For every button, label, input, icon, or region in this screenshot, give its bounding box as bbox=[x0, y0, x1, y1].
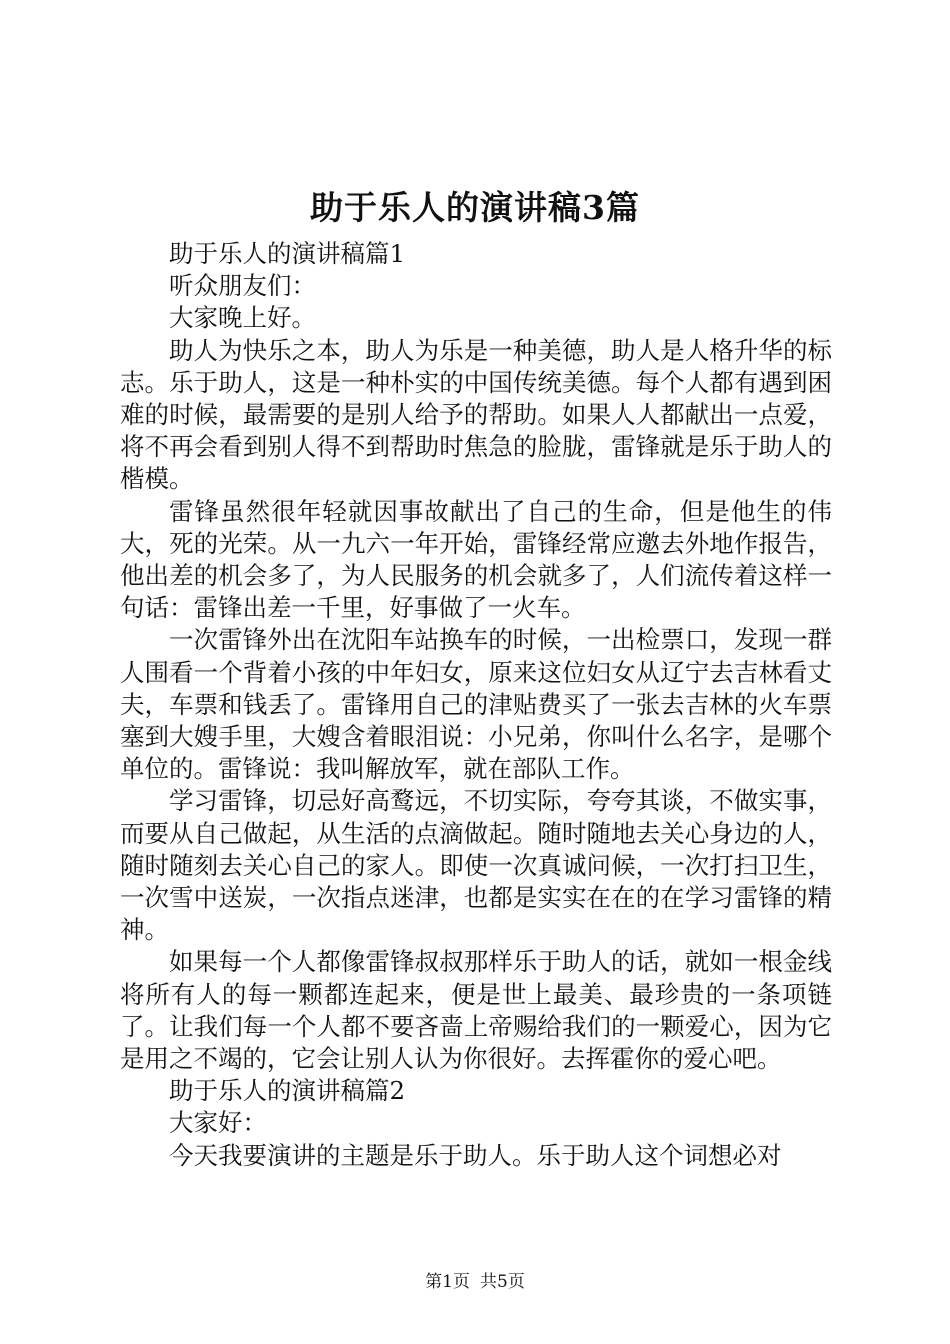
body-paragraph: 助人为快乐之本，助人为乐是一种美德，助人是人格升华的标志。乐于助人，这是一种朴实的中国传统美德。每个人都有遇到困难的时候，最需要的是别人给予的帮助。如果人人都献出一点爱，将不再会看到别人得不到帮助时焦急的脸胧，雷锋就是乐于助人的楷模。 bbox=[120, 335, 832, 494]
page-number: 第1页 bbox=[425, 1272, 470, 1292]
body-paragraph: 学习雷锋，切忌好高鹜远，不切实际，夸夸其谈，不做实事，而要从自己做起，从生活的点滴做起。随时随地去关心身边的人，随时随刻去关心自己的家人。即使一次真诚问候，一次打扫卫生，一次雪中送炭，一次指点迷津，也都是实实在在的在学习雷锋的精神。 bbox=[120, 786, 832, 945]
body-paragraph: 雷锋虽然很年轻就因事故献出了自己的生命，但是他生的伟大，死的光荣。从一九六一年开始，雷锋经常应邀去外地作报告，他出差的机会多了，为人民服务的机会就多了，人们流传着这样一句话：雷锋出差一千里，好事做了一火车。 bbox=[120, 496, 832, 623]
body-paragraph: 一次雷锋外出在沈阳车站换车的时候，一出检票口，发现一群人围看一个背着小孩的中年妇女，原来这位妇女从辽宁去吉林看丈夫，车票和钱丢了。雷锋用自己的津贴费买了一张去吉林的火车票塞到大嫂手里，大嫂含着眼泪说：小兄弟，你叫什么名字，是哪个单位的。雷锋说：我叫解放军，就在部队工作。 bbox=[120, 625, 832, 784]
page-total: 共5页 bbox=[480, 1272, 525, 1292]
body-paragraph: 今天我要演讲的主题是乐于助人。乐于助人这个词想必对 bbox=[169, 1140, 782, 1170]
greeting: 大家好： bbox=[169, 1108, 267, 1138]
section-heading-2: 助于乐人的演讲稿篇2 bbox=[169, 1076, 406, 1106]
body-paragraph: 如果每一个人都像雷锋叔叔那样乐于助人的话，就如一根金线将所有人的每一颗都连起来，便是世上最美、最珍贵的一条项链了。让我们每一个人都不要吝啬上帝赐给我们的一颗爱心，因为它是用之不竭的，它会让别人认为你很好。去挥霍你的爱心吧。 bbox=[120, 947, 832, 1074]
page-footer bbox=[0, 1271, 950, 1293]
salutation: 听众朋友们： bbox=[169, 271, 316, 301]
document-title: 助于乐人的演讲稿3篇 bbox=[310, 188, 640, 227]
section-heading-1: 助于乐人的演讲稿篇1 bbox=[169, 239, 406, 268]
greeting: 大家晚上好。 bbox=[169, 303, 316, 333]
document-body bbox=[120, 238, 832, 1172]
